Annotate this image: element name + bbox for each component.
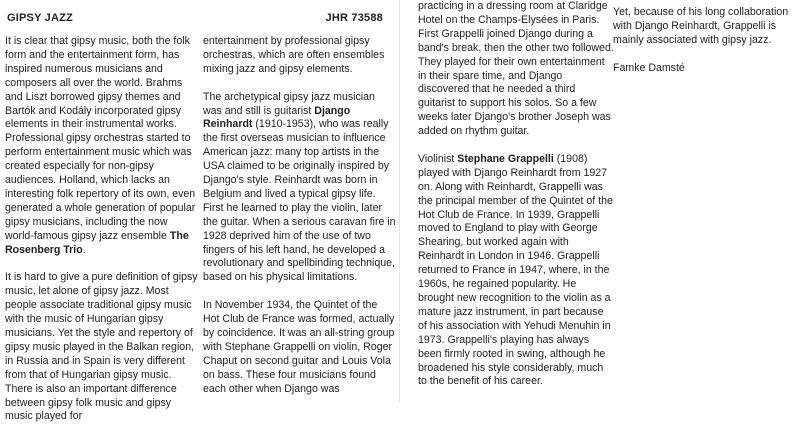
right-page <box>400 0 800 402</box>
paragraph-text: It is clear that gipsy music, both the folk form and the entertainment form, has inspired numerous musicians and composers all over the world. Brahms and Liszt borrowed gipsy themes and Bartók and Kodály incorporated gipsy elements in their instrumental works. Professional gipsy orchestras started to perform entertainment music which was created especially for non-gipsy audiences. Holland, which lacks an interesting folk repertory of its own, even generated a whole generation of popular gipsy musicians, including the now world-famous gipsy jazz ensemble <box>5 35 196 242</box>
paragraph-text: Violinist <box>418 152 455 165</box>
paragraph-text: (1910-1953), who was really the first overseas musician to influence American jazz: many top artists in the USA claimed to be originally inspired by Django's style. Reinhardt was born in Belgium and lived a typical gipsy life. First he learned to play the violin, later the guitar. When a serious caravan fire in 1928 deprived him of the use of two fingers of his left hand, he developed a revolutionary and spellbinding technique, based on his physical limitations. <box>203 118 396 284</box>
column-2 <box>203 35 396 397</box>
page-header <box>7 12 383 28</box>
author-signature: Famke Damsté <box>613 61 685 74</box>
paragraph-django <box>203 91 396 286</box>
paragraph-definition: It is hard to give a pure definition of gipsy music, let alone of gipsy jazz. Most people associate traditional gipsy music with the music of Hungarian gipsy musicians. Yet the style and repertory of gipsy music played in the Balkan region, in Russia and in Spain is very different from that of Hungarian gipsy music. There is also an important difference between gipsy folk music and gipsy music played for <box>5 271 198 423</box>
paragraph-entertainment: entertainment by professional gipsy orchestras, which are often ensembles mixing jazz and gipsy elements. <box>203 35 385 75</box>
catalog-number: JHR 73588 <box>325 12 383 24</box>
paragraph-collaboration: Yet, because of his long collaboration with Django Reinhardt, Grappelli is mainly associated with gipsy jazz. <box>613 6 789 46</box>
column-4 <box>613 6 793 76</box>
header-title: GIPSY JAZZ <box>7 12 73 24</box>
left-page <box>0 0 400 423</box>
column-1 <box>5 35 198 424</box>
paragraph-grappelli <box>418 153 615 389</box>
paragraph-text: The archetypical gipsy jazz musician was and still is guitarist <box>203 90 375 117</box>
paragraph-gipsy-music-influence <box>5 35 198 258</box>
rosenberg-trio-name: The Rosenberg Trio <box>5 229 189 256</box>
paragraph-quintet: In November 1934, the Quintet of the Hot Club de France was formed, actually by coincidence. It was an all-string group with Stephane Grappelli on violin, Roger Chaput on second guitar and Louis Vola on bass. These four musicians found each other when Django was <box>203 299 395 395</box>
paragraph-end: . <box>82 243 86 256</box>
paragraph-text: (1908) played with Django Reinhardt from 1927 on. Along with Reinhardt, Grappelli was the principal member of the Quintet of the Hot Club de France. In 1939, Grappelli moved to England to play with George Shearing, but worked again with Reinhardt in London in 1946. Grappelli returned to France in 1947, where, in the 1960s, he regained popularity. He brought new recognition to the violin as a mature jazz instrument, in part because of his association with Yehudi Menuhin in 1973. Grappelli's playing has always been firmly rooted in swing, although he broadened his style considerably, much to the benefit of his career. <box>418 152 613 388</box>
paragraph-claridge: practicing in a dressing room at Claridge Hotel on the Champs-Elysées in Paris. First Grappelli joined Django during a band's break, then the other two followed. They played for their own entertainment in their spare time, and Django discovered that he needed a third guitarist to support his solos. So a few weeks later Django's brother Joseph was added on rhythm guitar. <box>418 0 614 138</box>
stephane-grappelli-name: Stephane Grappelli <box>457 152 554 165</box>
django-reinhardt-name: Django Reinhardt <box>203 104 351 131</box>
column-3 <box>418 0 615 389</box>
